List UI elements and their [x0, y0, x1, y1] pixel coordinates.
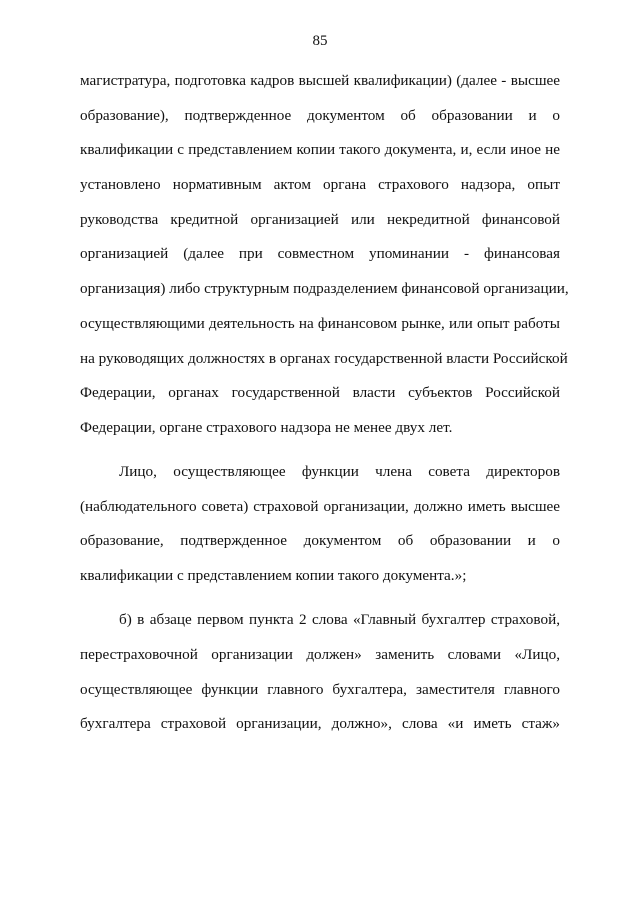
text-line: бухгалтера страховой организации, должно», слова «и иметь стаж» [80, 715, 560, 733]
text-line: организация) либо структурным подразделением финансовой организации, [80, 280, 569, 298]
paragraph-2 [80, 455, 560, 594]
text-line: на руководящих должностях в органах государственной власти Российской [80, 349, 568, 367]
paragraph-3 [80, 603, 560, 742]
paragraph-spacer [80, 594, 560, 604]
text-line: образование, подтвержденное документом об образовании и о [80, 532, 560, 550]
text-line: установлено нормативным актом органа страхового надзора, опыт [80, 176, 560, 194]
document-body [80, 64, 569, 742]
text-line: Лицо, осуществляющее функции члена совета директоров [119, 463, 560, 481]
text-line: (наблюдательного совета) страховой организации, должно иметь высшее [80, 497, 560, 515]
text-line: б) в абзаце первом пункта 2 слова «Главный бухгалтер страховой, [119, 611, 560, 629]
text-line: квалификации с представлением копии такого документа.»; [80, 567, 467, 585]
text-line: организацией (далее при совместном упоминании - финансовая [80, 245, 560, 263]
paragraph-1 [80, 64, 569, 446]
text-line: осуществляющее функции главного бухгалтера, заместителя главного [80, 680, 560, 698]
page-number: 85 [312, 33, 328, 49]
paragraph-spacer [80, 446, 560, 456]
text-line: образование), подтвержденное документом об образовании и о [80, 106, 560, 124]
text-line: квалификации с представлением копии такого документа, и, если иное не [80, 141, 560, 159]
text-line: осуществляющими деятельность на финансовом рынке, или опыт работы [80, 314, 560, 332]
text-line: Федерации, органах государственной власти субъектов Российской [80, 384, 560, 402]
text-line: перестраховочной организации должен» заменить словами «Лицо, [80, 646, 560, 663]
text-line: магистратура, подготовка кадров высшей квалификации) (далее - высшее [80, 72, 560, 89]
text-line: Федерации, органе страхового надзора не менее двух лет. [80, 418, 453, 436]
text-line: руководства кредитной организацией или некредитной финансовой [80, 210, 560, 228]
